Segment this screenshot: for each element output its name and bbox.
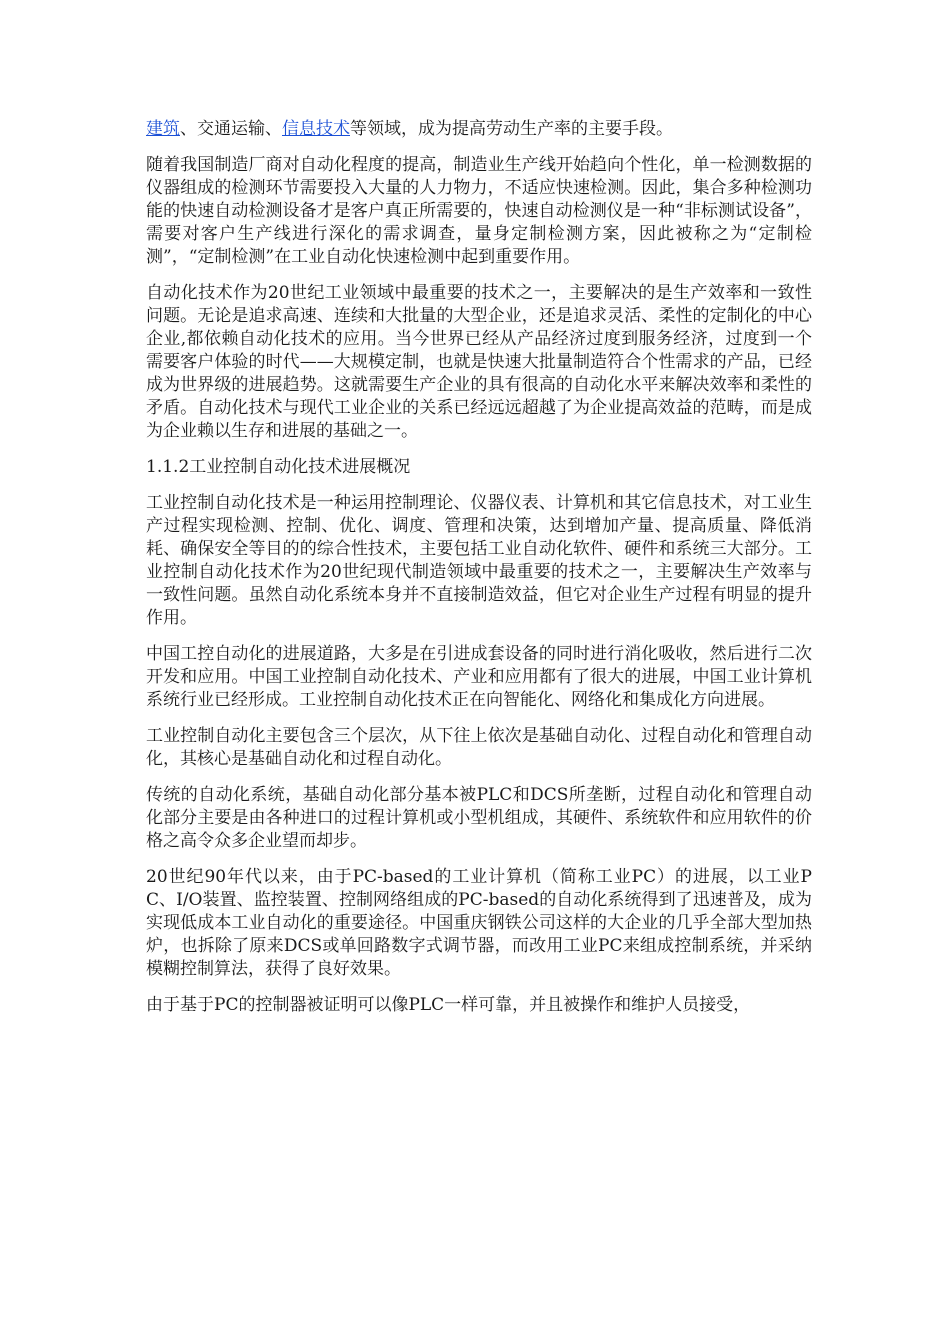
link-construction[interactable]: 建筑 xyxy=(146,119,180,139)
document-page xyxy=(146,118,812,1030)
paragraph-automation-technology: 自动化技术作为20世纪工业领域中最重要的技术之一，主要解决的是生产效率和一致性问题。无论是追求高速、连续和大批量的大型企业，还是追求灵活、柔性的定制化的中心企业,都依赖自动化技术的应用。当今世界已经从产品经济过度到服务经济，过度到一个需要客户体验的时代——大规模定制，也就是快速大批量制造符合个性需求的产品，已经成为世界级的进展趋势。这就需要生产企业的具有很高的自动化水平来解决效率和柔性的矛盾。自动化技术与现代工业企业的关系已经远远超越了为企业提高效益的范畴，而是成为企业赖以生存和进展的基础之一。 xyxy=(146,283,812,441)
intro-paragraph xyxy=(146,118,812,141)
paragraph-three-levels: 工业控制自动化主要包含三个层次，从下往上依次是基础自动化、过程自动化和管理自动化，其核心是基础自动化和过程自动化。 xyxy=(146,726,812,769)
section-heading: 1.1.2工业控制自动化技术进展概况 xyxy=(146,457,411,477)
paragraph-pc-controller: 由于基于PC的控制器被证明可以像PLC一样可靠，并且被操作和维护人员接受， xyxy=(146,995,751,1015)
paragraph-china-development: 中国工控自动化的进展道路，大多是在引进成套设备的同时进行消化吸收，然后进行二次开发和应用。中国工业控制自动化技术、产业和应用都有了很大的进展，中国工业计算机系统行业已经形成。工业控制自动化技术正在向智能化、网络化和集成化方向进展。 xyxy=(146,644,812,710)
paragraph-pc-based: 20世纪90年代以来，由于PC-based的工业计算机（简称工业PC）的进展，以工业PC、I/O装置、监控装置、控制网络组成的PC-based的自动化系统得到了迅速普及，成为实现低成本工业自动化的重要途径。中国重庆钢铁公司这样的大企业的几乎全部大型加热炉，也拆除了原来DCS或单回路数字式调节器，而改用工业PC来组成控制系统，并采纳模糊控制算法，获得了良好效果。 xyxy=(146,867,812,979)
intro-text-2: 等领域，成为提高劳动生产率的主要手段。 xyxy=(350,119,673,139)
paragraph-custom-inspection: 随着我国制造厂商对自动化程度的提高，制造业生产线开始趋向个性化，单一检测数据的仪器组成的检测环节需要投入大量的人力物力，不适应快速检测。因此，集合多种检测功能的快速自动检测设备才是客户真正所需要的，快速自动检测仪是一种“非标测试设备”，需要对客户生产线进行深化的需求调查，量身定制检测方案，因此被称之为“定制检测”，“定制检测”在工业自动化快速检测中起到重要作用。 xyxy=(146,155,812,267)
paragraph-industrial-control-definition: 工业控制自动化技术是一种运用控制理论、仪器仪表、计算机和其它信息技术，对工业生产过程实现检测、控制、优化、调度、管理和决策，达到增加产量、提高质量、降低消耗、确保安全等目的的综合性技术，主要包括工业自动化软件、硬件和系统三大部分。工业控制自动化技术作为20世纪现代制造领域中最重要的技术之一，主要解决生产效率与一致性问题。虽然自动化系统本身并不直接制造效益，但它对企业生产过程有明显的提升作用。 xyxy=(146,493,812,628)
link-information-technology[interactable]: 信息技术 xyxy=(282,119,350,139)
paragraph-traditional-systems: 传统的自动化系统，基础自动化部分基本被PLC和DCS所垄断，过程自动化和管理自动化部分主要是由各种进口的过程计算机或小型机组成，其硬件、系统软件和应用软件的价格之高令众多企业望而却步。 xyxy=(146,785,812,851)
intro-text-1: 、交通运输、 xyxy=(180,119,282,139)
